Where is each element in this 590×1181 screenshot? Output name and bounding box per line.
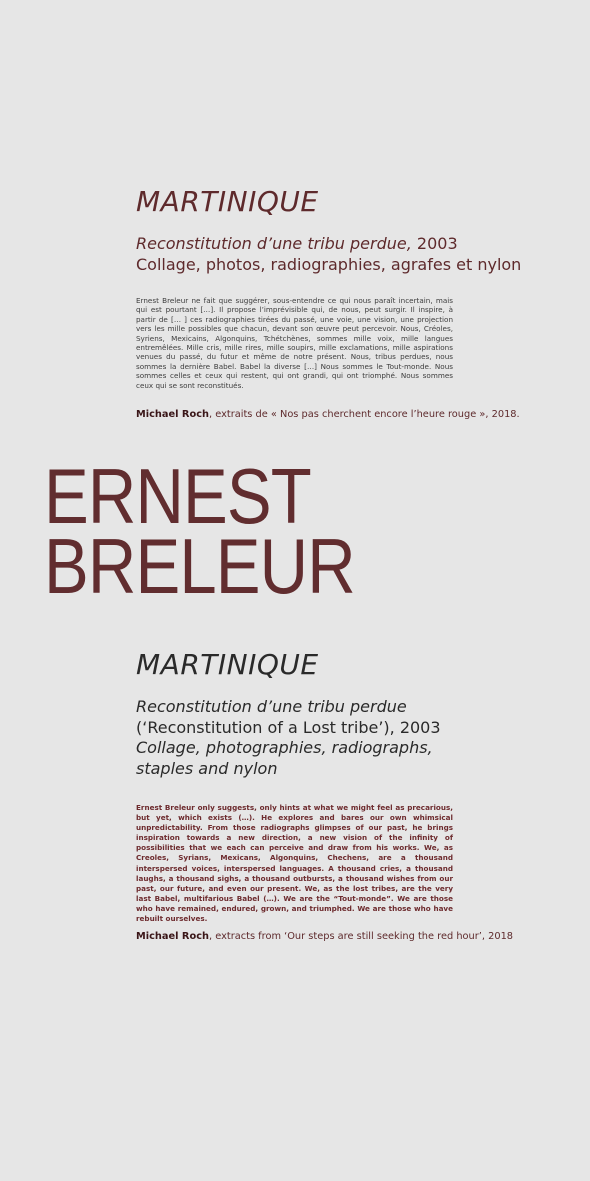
french-credit-source: , extraits de « Nos pas cherchent encore l’heure rouge », 2018. — [208, 409, 520, 420]
french-body-text: Ernest Breleur ne fait que suggérer, sous-entendre ce qui nous paraît incertain, mais qui est pourtant […]. Il propose l’imprévisible qui, de nous, peut surgir. Il inspire, à partir de [… ] ces radiographies tirées du passé, une voie, une vision, une projection vers les mille possibles que chacun, devant son œuvre peut percevoir. Nous, Créoles, Syriens, Mexicains, Algonquins, Tchétchènes, sommes mille voix, mille langues entremêlées. Mille cris, mille rires, mille soupirs, mille exclamations, mille aspirations venues du passé, du futur et même de notre présent. Nous, tribus perdues, nous sommes la dernière Babel. Babel la diverse […] Nous sommes le Tout-monde. Nous sommes celles et ceux qui restent, qui ont grandi, qui ont triomphé. Nous sommes ceux qui se sont reconstitués. — [136, 296, 453, 390]
french-credit — [136, 409, 520, 420]
french-country-heading: MARTINIQUE — [136, 185, 319, 218]
english-work-medium-line1: Collage, photographies, radiographs, — [136, 738, 433, 757]
french-work-title: Reconstitution d’une tribu perdue, — [136, 234, 412, 253]
french-work-year: 2003 — [411, 234, 458, 253]
english-work-translation: (‘Reconstitution of a Lost tribe’), 2003 — [136, 717, 441, 737]
french-credit-author: Michael Roch — [136, 409, 209, 420]
english-work-info — [136, 697, 441, 779]
english-credit-source: , extracts from ‘Our steps are still seeking the red hour’, 2018 — [208, 931, 514, 942]
english-credit-author: Michael Roch — [136, 931, 209, 942]
artist-last-name: BRELEUR — [44, 522, 355, 610]
english-credit — [136, 931, 513, 942]
english-body-text: Ernest Breleur only suggests, only hints at what we might feel as precarious, but yet, which exists (…). He explores and bares our own whimsical unpredictability. From those radiographs glimpses of our past, he brings inspiration towards a new direction, a new vision of the infinity of possibilities that we each can perceive and draw from his works. We, as Creoles, Syrians, Mexicans, Algonquins, Chechens, are a thousand interspersed voices, interspersed languages. A thousand cries, a thousand laughs, a thousand sighs, a thousand outbursts, a thousand wishes from our past, our future, and even our present. We, as the lost tribes, are the very last Babel, multifarious Babel (…). We are the “Tout-monde”. We are those who have remained, endured, grown, and triumphed. We are those who have rebuilt ourselves. — [136, 803, 453, 924]
french-work-info — [136, 233, 521, 275]
french-work-medium: Collage, photos, radiographies, agrafes et nylon — [136, 255, 522, 274]
french-work-title-line — [136, 233, 521, 254]
english-work-title: Reconstitution d’une tribu perdue — [136, 697, 407, 716]
english-country-heading: MARTINIQUE — [136, 648, 319, 681]
artist-first-name: ERNEST — [44, 452, 311, 540]
artist-name — [44, 452, 355, 610]
english-work-medium-line2: staples and nylon — [136, 758, 278, 778]
